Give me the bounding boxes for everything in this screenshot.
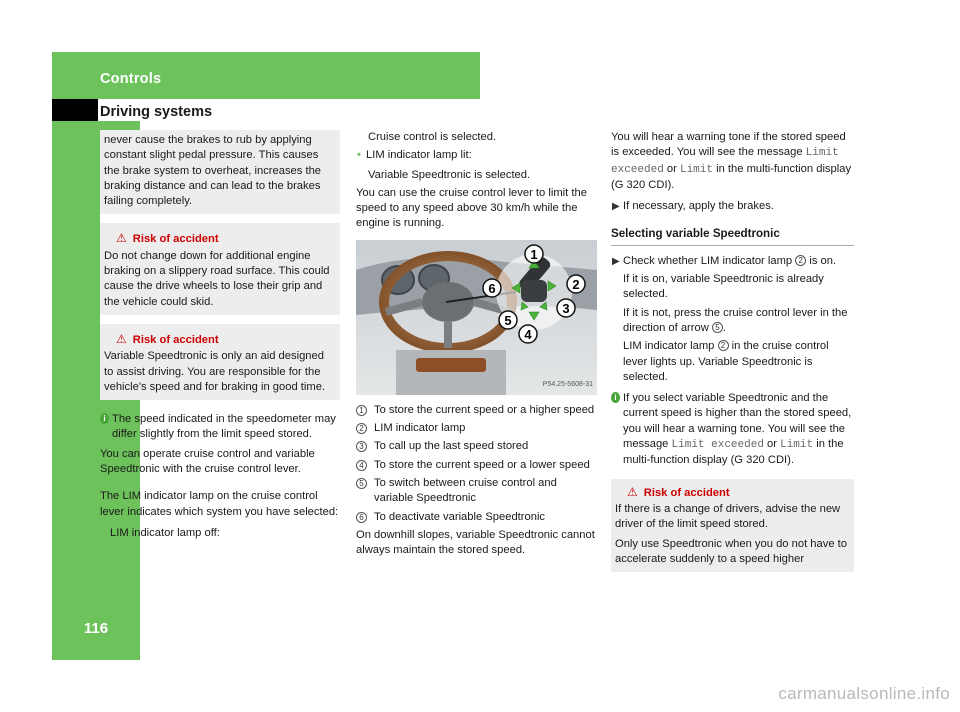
- warning-text-3b: Only use Speedtronic when you do not have to accelerate suddenly to a speed higher: [615, 537, 847, 565]
- paragraph-limit-speed: You can use the cruise control lever to limit the speed to any speed above 30 km/h while the engine is running.: [356, 186, 587, 230]
- warning-triangle-icon: ⚠: [116, 231, 127, 246]
- info-icon: i: [611, 392, 620, 403]
- warning-title-1: ⚠ Risk of accident: [116, 231, 219, 246]
- step-line-3: If it is not, press the cruise control lever in the direction of arrow 5 .: [623, 306, 848, 334]
- figure-label-3: 3: [562, 300, 570, 316]
- continued-warning-text: never cause the brakes to rub by applying constant slight pedal pressure. This causes the brake system to overheat, increases the braking distance and can lead to the brakes failing completely.: [104, 134, 322, 208]
- step-line-2: If it is on, variable Speedtronic is already selected.: [623, 273, 824, 301]
- arrow-right-icon: ▶: [612, 255, 620, 267]
- step-apply-brakes: ▶ If necessary, apply the brakes.: [611, 199, 854, 214]
- figure-label-6: 6: [488, 280, 496, 296]
- legend-item: 5 To switch between cruise control and variable Speedtronic: [356, 476, 597, 507]
- warning-text-1: Do not change down for additional engine braking on a slippery road surface. This could cause the drive wheels to lose their grip and the vehicle could skid.: [104, 249, 330, 308]
- warning-title-2: ⚠ Risk of accident: [116, 331, 219, 346]
- continued-warning-box: [100, 130, 340, 214]
- arrow-right-icon: ▶: [612, 201, 620, 213]
- column-1: [100, 130, 340, 545]
- warning-triangle-icon: ⚠: [627, 484, 638, 499]
- warning-text-3a: If there is a change of drivers, advise the new driver of the limit speed stored.: [615, 502, 841, 531]
- paragraph-warning-tone: You will hear a warning tone if the stored speed is exceeded. You will see the message Limit exceeded or Limit in the multi-function display (G 320 CDI).: [611, 131, 852, 191]
- paragraph-downhill: On downhill slopes, variable Speedtronic cannot always maintain the stored speed.: [356, 528, 595, 557]
- warning-title-3: ⚠ Risk of accident: [627, 484, 730, 499]
- step-line-4: LIM indicator lamp 2 in the cruise control lever lights up. Variable Speedtronic is selected.: [623, 340, 829, 383]
- warning-text-2: Variable Speedtronic is only an aid designed to assist driving. You are responsible for the vehicle's speed and for braking in good time.: [104, 350, 326, 393]
- figure-label-4: 4: [524, 326, 532, 342]
- section-title: Controls: [100, 71, 162, 87]
- figure-legend: [356, 403, 597, 525]
- paragraph-2: The LIM indicator lamp on the cruise control lever indicates which system you have selected:: [100, 490, 339, 518]
- info-note-1: i The speed indicated in the speedometer may differ slightly from the limit speed stored.: [100, 412, 340, 443]
- legend-item: 1 To store the current speed or a higher speed: [356, 403, 597, 418]
- paragraph-1: You can operate cruise control and variable Speedtronic with the cruise control lever.: [100, 447, 315, 476]
- figure-label-2: 2: [572, 276, 580, 292]
- warning-box-1: [100, 223, 340, 314]
- info-note-2: i If you select variable Speedtronic and the current speed is higher than the stored speed, you will hear a warning tone. You will see the message Limit exceeded or Limit in the multi-function display (G 320 CDI).: [611, 391, 854, 468]
- legend-item: 2 LIM indicator lamp: [356, 421, 597, 436]
- bullet-lim-off: • LIM indicator lamp off:: [100, 526, 340, 541]
- watermark: carmanualsonline.info: [778, 684, 950, 703]
- legend-item: 6 To deactivate variable Speedtronic: [356, 510, 597, 525]
- bullet-1-continuation: Cruise control is selected.: [368, 131, 497, 143]
- warning-box-2: [100, 324, 340, 400]
- step-check-lim: ▶ Check whether LIM indicator lamp 2 is on.: [611, 254, 854, 269]
- column-2: [356, 130, 597, 562]
- warning-triangle-icon: ⚠: [116, 331, 127, 346]
- section-heading: Selecting variable Speedtronic: [611, 226, 854, 245]
- legend-item: 4 To store the current speed or a lower speed: [356, 458, 597, 473]
- column-3: [611, 130, 854, 572]
- subsection-title: Driving systems: [100, 104, 213, 120]
- info-icon: i: [100, 413, 109, 424]
- bullet-lim-lit: • LIM indicator lamp lit:: [356, 148, 597, 163]
- figure-label-5: 5: [504, 312, 512, 328]
- figure-code: P54.25-5608-31: [542, 381, 593, 389]
- header-black-tab: [52, 99, 98, 121]
- bullet-2-continuation: Variable Speedtronic is selected.: [368, 168, 531, 181]
- dashboard-illustration: [356, 240, 597, 395]
- warning-box-3: [611, 479, 854, 572]
- page-number: 116: [83, 620, 109, 637]
- figure-label-1: 1: [530, 246, 538, 262]
- cruise-control-lever-figure: [356, 240, 597, 395]
- legend-item: 3 To call up the last speed stored: [356, 439, 597, 454]
